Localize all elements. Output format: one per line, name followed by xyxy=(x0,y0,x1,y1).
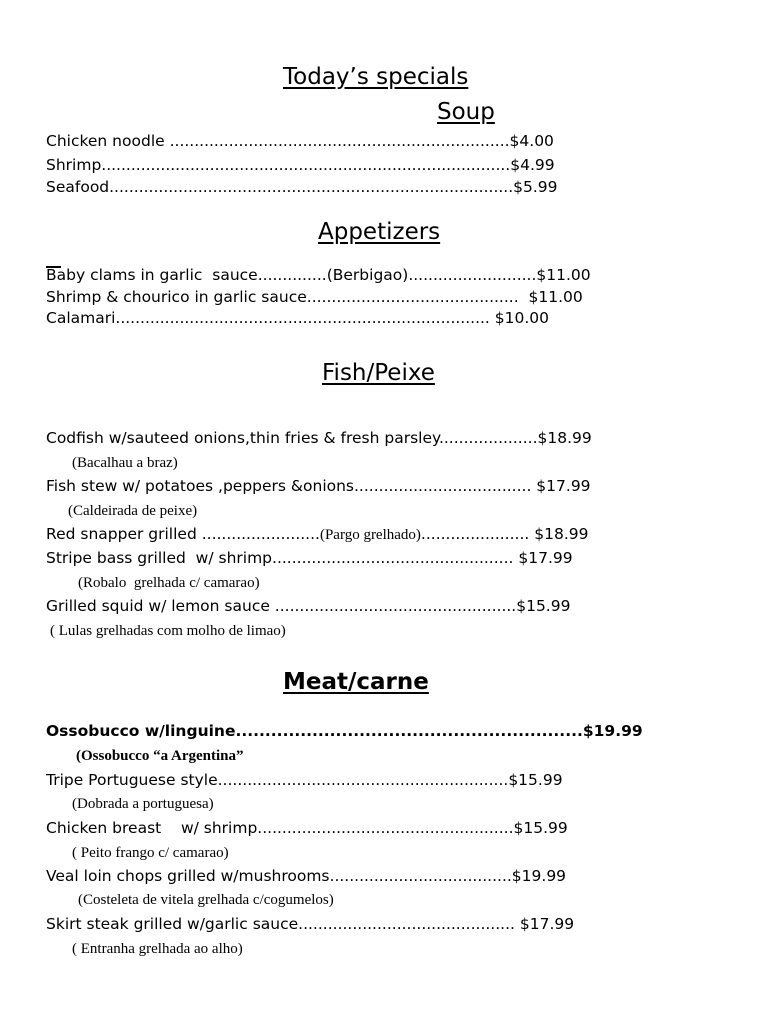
appetizer-item-price: ..........................$11.00 xyxy=(408,266,591,284)
meat-heading: Meat/carne xyxy=(283,669,429,695)
appetizers-heading: Appetizers xyxy=(318,219,441,245)
fish-item-codfish: Codfish w/sauteed onions,thin fries & fresh parsley....................$18.99 xyxy=(46,429,592,447)
meat-native-ossobucco: (Ossobucco “a Argentina” xyxy=(76,748,244,764)
meat-item-veal-loin: Veal loin chops grilled w/mushrooms.....................................$19.99 xyxy=(46,867,567,885)
fish-native-grilled-squid: ( Lulas grelhadas com molho de limao) xyxy=(50,623,286,639)
fish-heading: Fish/Peixe xyxy=(322,360,435,386)
meat-item-tripe: Tripe Portuguese style...........................................................$15.99 xyxy=(46,771,563,789)
fish-item-stripe-bass: Stripe bass grilled w/ shrimp................................................. $17.99 xyxy=(46,549,573,567)
meat-item-chicken-breast: Chicken breast w/ shrimp....................................................$15.99 xyxy=(46,819,568,837)
meat-native-chicken-breast: ( Peito frango c/ camarao) xyxy=(72,845,229,861)
soup-item-chicken-noodle: Chicken noodle .....................................................................$4.00 xyxy=(46,132,554,150)
fish-item-red-snapper xyxy=(46,527,588,543)
meat-native-veal-loin: (Costeleta de vitela grelhada c/cogumelos) xyxy=(78,892,334,908)
fish-item-fish-stew: Fish stew w/ potatoes ,peppers &onions.................................... $17.99 xyxy=(46,477,591,495)
fish-native-codfish: (Bacalhau a braz) xyxy=(72,455,178,471)
appetizer-item-baby-clams xyxy=(46,268,591,284)
meat-item-skirt-steak: Skirt steak grilled w/garlic sauce............................................ $17.99 xyxy=(46,915,575,933)
soup-item-seafood: Seafood..................................................................................$5.99 xyxy=(46,178,558,196)
appetizer-item-shrimp-chourico: Shrimp & chourico in garlic sauce........................................... $11.00 xyxy=(46,288,583,306)
appetizer-item-calamari: Calamari............................................................................ $10.00 xyxy=(46,309,550,327)
soup-item-shrimp: Shrimp...................................................................................$4.99 xyxy=(46,156,555,174)
meat-native-skirt-steak: ( Entranha grelhada ao alho) xyxy=(72,941,243,957)
fish-native-stripe-bass: (Robalo grelhada c/ camarao) xyxy=(78,575,260,591)
fish-item-grilled-squid: Grilled squid w/ lemon sauce .................................................$15.99 xyxy=(46,597,571,615)
fish-native-fish-stew: (Caldeirada de peixe) xyxy=(68,503,198,519)
page-title: Today’s specials xyxy=(283,64,469,90)
appetizer-item-label: Baby clams in garlic sauce.............. xyxy=(46,266,327,284)
meat-item-ossobucco: Ossobucco w/linguine...........................................................$19.99 xyxy=(46,722,643,740)
appetizer-native-name: (Berbigao) xyxy=(326,266,409,284)
fish-native-red-snapper: (Pargo grelhado) xyxy=(319,527,421,543)
fish-item-price: ...................... $18.99 xyxy=(420,525,589,543)
meat-native-tripe: (Dobrada a portuguesa) xyxy=(72,796,214,812)
soup-heading: Soup xyxy=(437,99,495,125)
fish-item-label: Red snapper grilled ........................ xyxy=(46,525,320,543)
